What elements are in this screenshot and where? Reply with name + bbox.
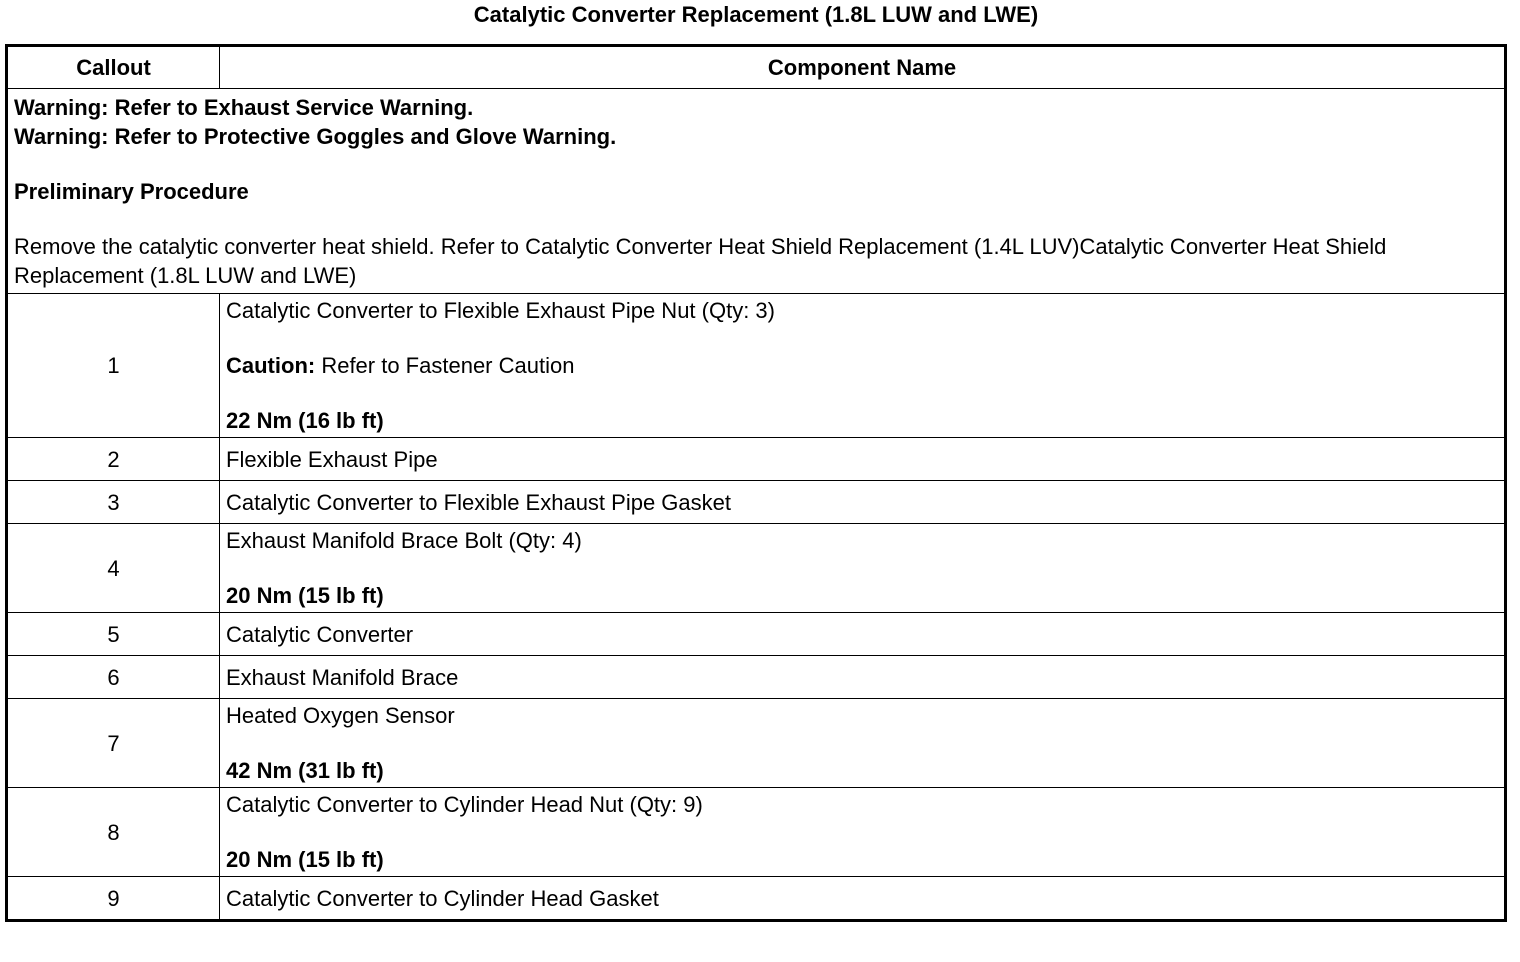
table-row <box>7 788 1506 877</box>
torque-spec: 20 Nm (15 lb ft) <box>226 583 384 608</box>
torque-spec: 22 Nm (16 lb ft) <box>226 408 384 433</box>
component-name: Catalytic Converter to Flexible Exhaust Pipe Gasket <box>220 481 1506 524</box>
callout-number: 3 <box>7 481 220 524</box>
component-name: Catalytic Converter to Cylinder Head Gasket <box>220 877 1506 921</box>
callout-number: 9 <box>7 877 220 921</box>
component-cell <box>220 699 1506 788</box>
component-name: Exhaust Manifold Brace Bolt (Qty: 4) <box>226 528 582 553</box>
table-row <box>7 656 1506 699</box>
callout-number: 6 <box>7 656 220 699</box>
torque-spec: 20 Nm (15 lb ft) <box>226 847 384 872</box>
component-table <box>5 44 1507 922</box>
goggles-glove-warning: Warning: Refer to Protective Goggles and Glove Warning. <box>14 124 617 149</box>
component-cell <box>220 788 1506 877</box>
table-row <box>7 613 1506 656</box>
table-row <box>7 438 1506 481</box>
component-name: Flexible Exhaust Pipe <box>220 438 1506 481</box>
callout-number: 5 <box>7 613 220 656</box>
component-cell <box>220 524 1506 613</box>
preliminary-procedure-heading: Preliminary Procedure <box>14 179 249 204</box>
table-row <box>7 294 1506 438</box>
table-row <box>7 524 1506 613</box>
component-column-header: Component Name <box>220 46 1506 89</box>
callout-number: 7 <box>7 699 220 788</box>
table-row <box>7 877 1506 921</box>
callout-number: 8 <box>7 788 220 877</box>
component-name: Catalytic Converter to Cylinder Head Nut (Qty: 9) <box>226 792 703 817</box>
callout-number: 1 <box>7 294 220 438</box>
caution-text: Refer to Fastener Caution <box>315 353 575 378</box>
callout-number: 4 <box>7 524 220 613</box>
caution-label: Caution: <box>226 353 316 378</box>
component-cell <box>220 294 1506 438</box>
callout-column-header: Callout <box>7 46 220 89</box>
intro-row <box>7 89 1506 294</box>
table-row <box>7 481 1506 524</box>
component-name: Exhaust Manifold Brace <box>220 656 1506 699</box>
page-title: Catalytic Converter Replacement (1.8L LUW and LWE) <box>473 2 1039 27</box>
callout-number: 2 <box>7 438 220 481</box>
table-row <box>7 699 1506 788</box>
table-header-row <box>7 46 1506 89</box>
intro-cell <box>7 89 1506 294</box>
caution-note <box>226 351 1498 380</box>
torque-spec: 42 Nm (31 lb ft) <box>226 758 384 783</box>
component-name: Catalytic Converter <box>220 613 1506 656</box>
exhaust-service-warning: Warning: Refer to Exhaust Service Warning. <box>14 95 474 120</box>
component-name: Heated Oxygen Sensor <box>226 703 455 728</box>
component-name: Catalytic Converter to Flexible Exhaust Pipe Nut (Qty: 3) <box>226 298 775 323</box>
preliminary-procedure-text: Remove the catalytic converter heat shield. Refer to Catalytic Converter Heat Shield Replacement (1.4L LUV)Catalytic Converter Heat Shield Replacement (1.8L LUW and LWE) <box>14 234 1387 288</box>
